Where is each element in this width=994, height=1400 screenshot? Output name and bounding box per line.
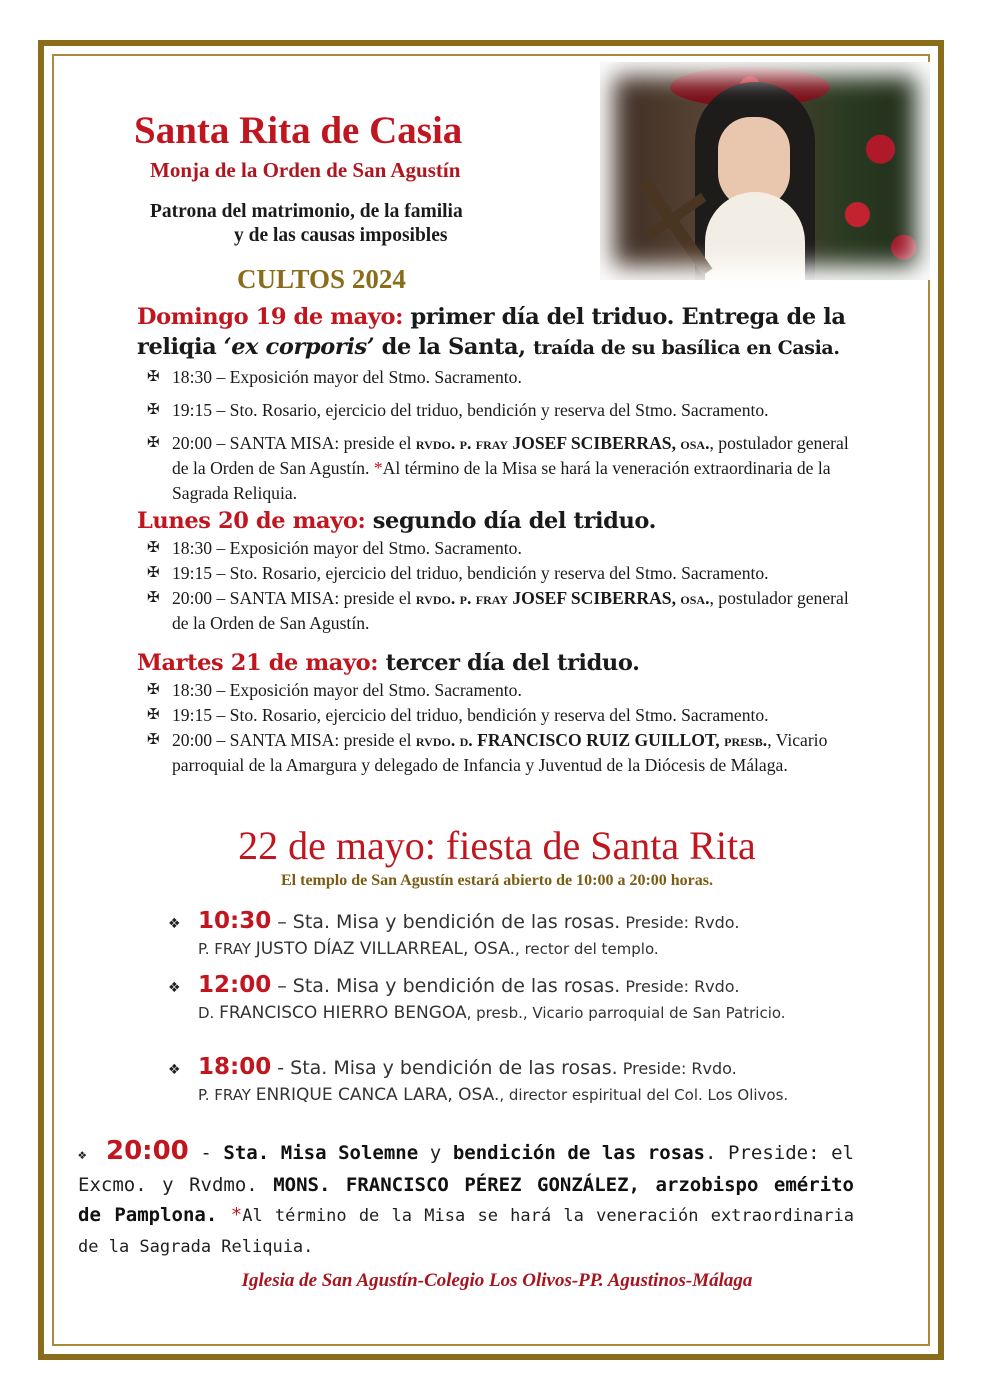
day-section-1 — [137, 302, 853, 506]
day-lead-small: traída de su basílica en Casia. — [533, 337, 840, 359]
day-lead: segundo día del triduo. — [365, 508, 657, 534]
day-date: Lunes 20 de mayo: — [137, 508, 366, 534]
list-item — [147, 431, 853, 506]
cross-bullet-icon: ✠ — [147, 369, 160, 385]
item-text: 20:00 – SANTA MISA: preside el — [172, 433, 416, 453]
solemn-mass-entry — [78, 1136, 854, 1262]
list-item — [147, 398, 853, 423]
mass-name: Sta. Misa Solemne — [223, 1142, 419, 1164]
mass-title: P. FRAY — [198, 1086, 256, 1104]
item-note: Al término de la Misa se hará la veneración extraordinaria de la Sagrada Reliquia. — [172, 458, 831, 503]
mass-desc: - Sta. Misa y bendición de las rosas. — [271, 1057, 618, 1079]
item-name: JOSEF SCIBERRAS, — [507, 588, 681, 608]
item-text: 19:15 – Sto. Rosario, ejercicio del triduo, bendición y reserva del Stmo. Sacramento. — [172, 705, 769, 725]
fiesta-heading: 22 de mayo: fiesta de Santa Rita — [238, 823, 756, 868]
item-text: 20:00 – SANTA MISA: preside el — [172, 588, 416, 608]
mass-role: , presb., Vicario parroquial de San Patricio. — [466, 1004, 786, 1022]
day-section-2 — [137, 506, 853, 636]
list-item — [147, 536, 853, 561]
day-lead-end: de la Santa, — [374, 334, 534, 360]
mass-time: 12:00 — [198, 972, 272, 998]
mass-celebrant: ENRIQUE CANCA LARA, OSA. — [255, 1085, 500, 1105]
asterisk: * — [373, 458, 383, 478]
day-lead-italic: ‘ex corporis’ — [223, 334, 375, 360]
mass-entry — [168, 906, 854, 960]
day-lead: primer día del triduo. Entrega de la reliqia — [137, 304, 846, 360]
cross-bullet-icon: ✠ — [147, 590, 160, 606]
blessing: bendición de las rosas — [452, 1142, 705, 1164]
item-text: 19:15 – Sto. Rosario, ejercicio del triduo, bendición y reserva del Stmo. Sacramento. — [172, 400, 769, 420]
cross-bullet-icon: ✠ — [147, 732, 160, 748]
item-text-post: , Vicario parroquial de la Amargura y delegado de Infancia y Juventud de la Diócesis de Málaga. — [172, 730, 828, 775]
day-heading — [137, 506, 853, 536]
item-text: 18:30 – Exposición mayor del Stmo. Sacramento. — [172, 367, 522, 387]
item-order: osa. — [680, 433, 710, 453]
item-title: rvdo. p. fray — [415, 433, 508, 453]
mass-celebrant: JUSTO DÍAZ VILLARREAL, OSA. — [255, 939, 516, 959]
item-title: rvdo. p. fray — [415, 588, 508, 608]
schedule-list — [137, 678, 853, 778]
page-subtitle: Monja de la Orden de San Agustín — [150, 158, 461, 182]
mass-entry — [168, 970, 854, 1024]
schedule-list — [137, 536, 853, 636]
list-item — [147, 703, 853, 728]
day-heading — [137, 648, 853, 678]
patrona-line-1: Patrona del matrimonio, de la familia — [150, 201, 463, 222]
mass-title: P. FRAY — [198, 940, 256, 958]
mass-celebrant: FRANCISCO HIERRO BENGOA — [219, 1003, 467, 1023]
conj: y — [418, 1142, 453, 1164]
cross-bullet-icon: ✠ — [147, 682, 160, 698]
item-order: presb. — [724, 730, 768, 750]
diamond-bullet-icon: ❖ — [168, 980, 181, 996]
mass-title: D. — [198, 1004, 220, 1022]
item-name: JOSEF SCIBERRAS, — [507, 433, 681, 453]
mass-time: 10:30 — [198, 908, 272, 934]
cultos-heading: CULTOS 2024 — [237, 264, 406, 294]
item-text: 18:30 – Exposición mayor del Stmo. Sacramento. — [172, 680, 522, 700]
cross-bullet-icon: ✠ — [147, 707, 160, 723]
mass-time: 18:00 — [198, 1054, 272, 1080]
diamond-bullet-icon: ❖ — [168, 916, 181, 932]
page-title: Santa Rita de Casia — [134, 109, 463, 152]
cross-bullet-icon: ✠ — [147, 565, 160, 581]
list-item — [147, 561, 853, 586]
final-note: Al término de la Misa se hará la veneración extraordinaria de la Sagrada Reliquia. — [78, 1206, 854, 1257]
preside-text: . Preside: el Excmo. y Rvdmo. — [78, 1142, 854, 1196]
footer-text: Iglesia de San Agustín-Colegio Los Olivos-PP. Agustinos-Málaga — [241, 1270, 753, 1291]
item-text-post: , postulador general de la Orden de San Agustín. — [172, 588, 849, 633]
schedule-list — [137, 365, 853, 506]
cross-bullet-icon: ✠ — [147, 540, 160, 556]
diamond-bullet-icon: ❖ — [168, 1062, 181, 1078]
mass-celebrant: MONS. FRANCISCO PÉREZ GONZÁLEZ, arzobispo emérito de Pamplona. — [78, 1174, 854, 1226]
item-text: 19:15 – Sto. Rosario, ejercicio del triduo, bendición y reserva del Stmo. Sacramento. — [172, 563, 769, 583]
cross-bullet-icon: ✠ — [147, 435, 160, 451]
day-section-3 — [137, 648, 853, 778]
mass-time: 20:00 — [106, 1136, 189, 1166]
mass-desc: – Sta. Misa y bendición de las rosas. — [271, 975, 621, 997]
diamond-bullet-icon: ❖ — [78, 1147, 87, 1163]
mass-preside: Preside: Rvdo. — [617, 1059, 737, 1078]
list-item — [147, 728, 853, 778]
mass-preside: Preside: Rvdo. — [620, 977, 740, 996]
mass-role: , rector del templo. — [515, 940, 659, 958]
day-date: Domingo 19 de mayo: — [137, 304, 404, 330]
item-text-post: , postulador general de la Orden de San Agustín. — [172, 433, 849, 478]
santa-rita-image — [600, 62, 930, 280]
asterisk: * — [217, 1204, 243, 1226]
day-date: Martes 21 de mayo: — [137, 650, 379, 676]
list-item — [147, 365, 853, 390]
mass-desc: – Sta. Misa y bendición de las rosas. — [271, 911, 621, 933]
mass-entry — [168, 1052, 854, 1106]
templo-hours: El templo de San Agustín estará abierto de 10:00 a 20:00 horas. — [281, 872, 713, 889]
day-lead: tercer día del triduo. — [378, 650, 640, 676]
day-heading — [137, 302, 853, 363]
item-text: 20:00 – SANTA MISA: preside el — [172, 730, 416, 750]
list-item — [147, 678, 853, 703]
item-text: 18:30 – Exposición mayor del Stmo. Sacramento. — [172, 538, 522, 558]
item-title: rvdo. d. — [415, 730, 473, 750]
patrona-line-2: y de las causas imposibles — [234, 225, 448, 246]
list-item — [147, 586, 853, 636]
item-name: FRANCISCO RUIZ GUILLOT, — [472, 730, 725, 750]
cross-bullet-icon: ✠ — [147, 402, 160, 418]
mass-preside: Preside: Rvdo. — [620, 913, 740, 932]
mass-role: , director espiritual del Col. Los Olivos. — [499, 1086, 789, 1104]
sep: - — [188, 1142, 224, 1164]
patrona-text — [150, 200, 463, 248]
item-order: osa. — [680, 588, 710, 608]
